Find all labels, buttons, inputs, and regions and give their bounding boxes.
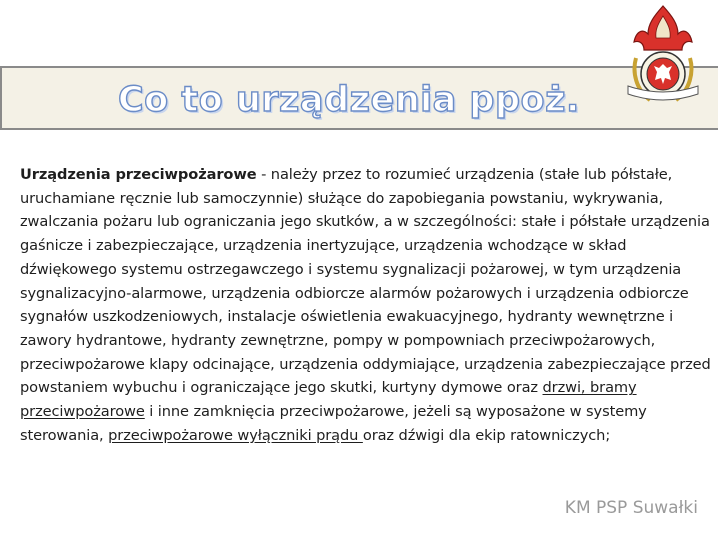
slide-title: Co to urządzenia ppoż. (118, 80, 580, 120)
definition-text-2: i inne zamknięcia przeciwpożarowe, jeżeli są wyposażone w systemy sterowania, (20, 403, 647, 444)
footer-credit: KM PSP Suwałki (564, 498, 698, 518)
fire-brigade-emblem-icon (618, 2, 708, 112)
definition-paragraph (20, 163, 712, 447)
underlined-phrase-doors: drzwi, bramy przeciwpożarowe (20, 379, 637, 421)
definition-text-3: oraz dźwigi dla ekip ratowniczych; (362, 426, 611, 444)
definition-term: Urządzenia przeciwpożarowe (20, 166, 257, 183)
definition-text-1: - należy przez to rozumieć urządzenia (stałe lub półstałe, uruchamiane ręcznie lub samoczynnie) służące do zapobiegania powstaniu, wykrywania, zwalczania pożaru lub ograniczania jego skutków, a w szczególności: stałe i półstałe urządzenia gaśnicze i zabezpieczające, urządzenia inertyzujące, urządzenia wchodzące w skład dźwiękowego systemu ostrzegawczego i systemu sygnalizacji pożarowej, w tym urządzenia sygnalizacyjno-alarmowe, urządzenia odbiorcze alarmów pożarowych i urządzenia odbiorcze sygnałów uszkodzeniowych, instalacje oświetlenia ewakuacyjnego, hydranty wewnętrzne i zawory hydrantowe, hydranty zewnętrzne, pompy w pompowniach przeciwpożarowych, przeciwpożarowe klapy odcinające, urządzenia oddymiające, urządzenia zabezpieczające przed powstaniem wybuchu i ograniczające jego skutki, kurtyny dymowe oraz (20, 166, 711, 397)
underlined-phrase-switches: przeciwpożarowe wyłączniki prądu (108, 426, 363, 444)
